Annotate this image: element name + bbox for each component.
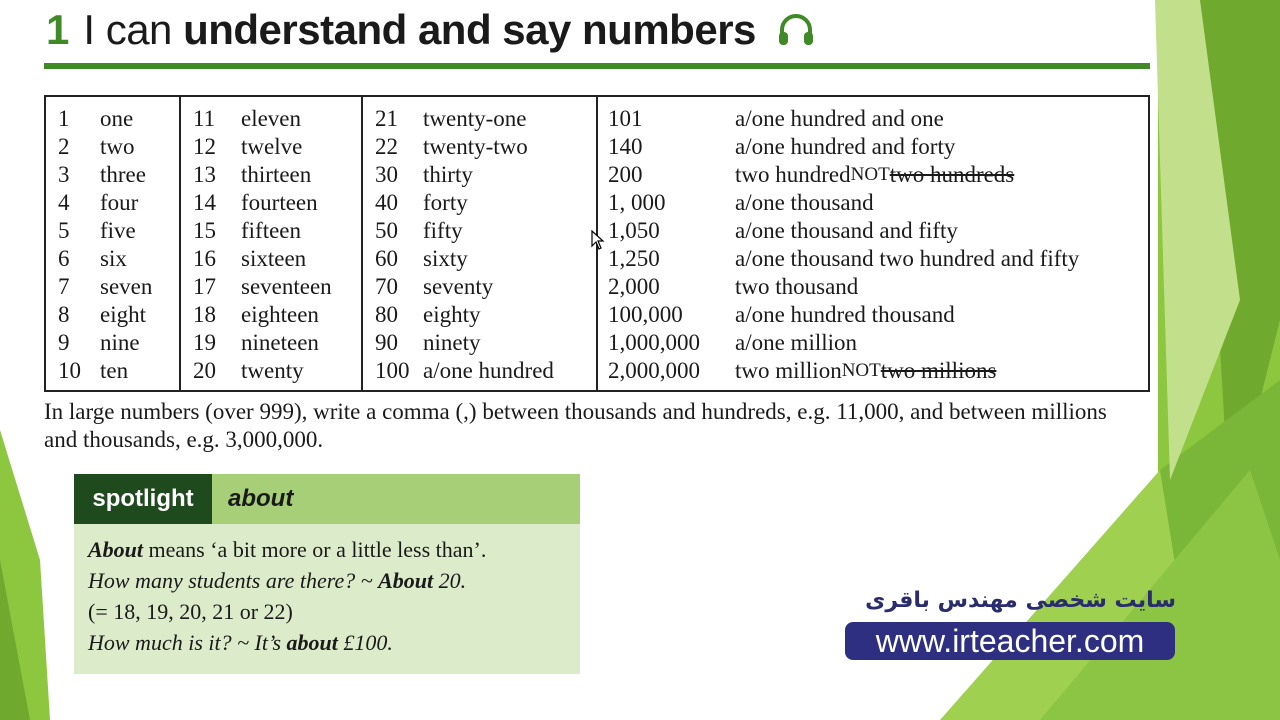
number-word: a/one hundred and forty	[735, 134, 956, 159]
numeral: 1, 000	[608, 190, 666, 215]
line4-rest: £100.	[337, 630, 393, 655]
numeral: 11	[193, 106, 216, 131]
line1-bold: About	[88, 537, 144, 562]
numeral: 140	[608, 134, 643, 159]
number-row	[598, 105, 1148, 133]
number-word: twenty-one	[423, 106, 527, 131]
numeral: 2,000,000	[608, 358, 700, 383]
spotlight-box	[74, 474, 580, 674]
number-word: four	[100, 190, 139, 215]
header-rule	[44, 63, 1150, 69]
number-word: a/one hundred thousand	[735, 302, 955, 327]
number-row	[363, 133, 596, 161]
site-owner-persian: سایت شخصی مهندس باقری	[865, 588, 1176, 613]
numeral: 101	[608, 106, 643, 131]
number-word: seven	[100, 274, 153, 299]
numeral: 9	[58, 330, 70, 355]
number-word: eight	[100, 302, 146, 327]
number-row	[181, 133, 361, 161]
numeral: 80	[375, 302, 398, 327]
number-row	[363, 161, 596, 189]
number-word: one	[100, 106, 134, 131]
numeral: 3	[58, 162, 70, 187]
numeral: 1,250	[608, 246, 660, 271]
numeral: 50	[375, 218, 398, 243]
number-word: fifty	[423, 218, 463, 243]
number-word: a/one hundred and one	[735, 106, 944, 131]
number-row	[46, 161, 179, 189]
number-row	[598, 217, 1148, 245]
number-word: three	[100, 162, 146, 187]
numeral: 8	[58, 302, 70, 327]
not-label: NOT	[850, 164, 890, 185]
number-word: thirteen	[241, 162, 312, 187]
number-word: a/one thousand two hundred and fifty	[735, 246, 1080, 271]
number-word: ten	[100, 358, 129, 383]
numeral: 20	[193, 358, 216, 383]
spotlight-body	[74, 524, 580, 658]
number-word: ninety	[423, 330, 481, 355]
numeral: 30	[375, 162, 398, 187]
numbers-column-4	[598, 97, 1148, 390]
numeral: 1,050	[608, 218, 660, 243]
numeral: 19	[193, 330, 216, 355]
number-word: forty	[423, 190, 468, 215]
number-row	[598, 133, 1148, 161]
number-word: twenty	[241, 358, 304, 383]
spotlight-line-1	[88, 534, 580, 565]
number-row	[363, 245, 596, 273]
number-row	[46, 273, 179, 301]
numeral: 70	[375, 274, 398, 299]
numeral: 4	[58, 190, 70, 215]
number-row	[363, 189, 596, 217]
spotlight-line-2	[88, 565, 580, 596]
number-word: seventeen	[241, 274, 332, 299]
number-word: two	[100, 134, 135, 159]
number-row	[181, 189, 361, 217]
number-row	[363, 105, 596, 133]
number-row	[363, 217, 596, 245]
spotlight-label: spotlight	[74, 474, 212, 524]
numeral: 12	[193, 134, 216, 159]
number-word: nineteen	[241, 330, 319, 355]
numeral: 200	[608, 162, 643, 187]
number-row	[46, 189, 179, 217]
number-word: thirty	[423, 162, 473, 187]
number-word: nine	[100, 330, 140, 355]
number-row	[363, 357, 596, 385]
title-lead: I can	[83, 6, 184, 53]
numeral: 90	[375, 330, 398, 355]
lesson-header	[46, 0, 816, 60]
number-row	[46, 105, 179, 133]
number-word: eleven	[241, 106, 302, 131]
number-row	[46, 301, 179, 329]
number-row	[181, 105, 361, 133]
not-label: NOT	[841, 360, 881, 381]
number-word: seventy	[423, 274, 494, 299]
spotlight-line-3: (= 18, 19, 20, 21 or 22)	[88, 599, 293, 624]
lesson-number: 1	[46, 6, 70, 53]
number-word: six	[100, 246, 127, 271]
incorrect-form: two hundreds	[889, 162, 1015, 187]
numbers-column-2	[181, 97, 363, 390]
line4-bold: about	[286, 630, 338, 655]
number-row	[181, 245, 361, 273]
numeral: 2,000	[608, 274, 660, 299]
number-word: two million	[735, 358, 842, 383]
line4-question: How much is it? ~ It’s	[88, 630, 287, 655]
number-row	[46, 245, 179, 273]
number-word: twenty-two	[423, 134, 528, 159]
number-row	[363, 329, 596, 357]
number-word: a/one thousand and fifty	[735, 218, 958, 243]
line2-bold: About	[378, 568, 434, 593]
number-row	[181, 273, 361, 301]
numeral: 21	[375, 106, 398, 131]
spotlight-header	[74, 474, 580, 524]
number-row	[181, 301, 361, 329]
numeral: 17	[193, 274, 216, 299]
number-row	[46, 329, 179, 357]
number-row	[181, 329, 361, 357]
number-word: eighteen	[241, 302, 319, 327]
number-row	[598, 245, 1148, 273]
numeral: 1,000,000	[608, 330, 700, 355]
number-row	[181, 357, 361, 385]
mouse-cursor-icon	[591, 230, 605, 250]
line2-rest: 20.	[433, 568, 467, 593]
number-row	[46, 357, 179, 385]
numeral: 10	[58, 358, 81, 383]
numeral: 5	[58, 218, 70, 243]
numeral: 22	[375, 134, 398, 159]
headphones-icon[interactable]	[776, 10, 816, 50]
numeral: 7	[58, 274, 70, 299]
number-word: two thousand	[735, 274, 859, 299]
numeral: 14	[193, 190, 216, 215]
number-word: eighty	[423, 302, 481, 327]
numeral: 16	[193, 246, 216, 271]
number-word: fourteen	[241, 190, 318, 215]
numeral: 60	[375, 246, 398, 271]
numeral: 2	[58, 134, 70, 159]
number-row	[363, 273, 596, 301]
number-row	[46, 217, 179, 245]
incorrect-form: two millions	[880, 358, 997, 383]
number-word: five	[100, 218, 136, 243]
number-word: a/one million	[735, 330, 858, 355]
number-row	[181, 161, 361, 189]
number-word: two hundred	[735, 162, 851, 187]
numeral: 13	[193, 162, 216, 187]
numeral: 18	[193, 302, 216, 327]
number-row	[363, 301, 596, 329]
numbers-column-3	[363, 97, 598, 390]
numeral: 100	[375, 358, 410, 383]
lesson-title	[83, 6, 756, 54]
number-row	[598, 357, 1148, 385]
comma-note: In large numbers (over 999), write a comma (,) between thousands and hundreds, e.g. 11,000, and between millions and thousands, e.g. 3,000,000.	[44, 399, 1107, 452]
numeral: 15	[193, 218, 216, 243]
number-word: sixty	[423, 246, 468, 271]
number-row	[598, 273, 1148, 301]
number-word: sixteen	[241, 246, 307, 271]
number-word: fifteen	[241, 218, 302, 243]
numeral: 1	[58, 106, 70, 131]
number-row	[598, 301, 1148, 329]
spotlight-line-4	[88, 627, 580, 658]
numeral: 40	[375, 190, 398, 215]
numeral: 100,000	[608, 302, 683, 327]
number-word: twelve	[241, 134, 303, 159]
number-word: a/one thousand	[735, 190, 874, 215]
number-row	[46, 133, 179, 161]
number-row	[598, 329, 1148, 357]
title-bold: understand and say numbers	[183, 6, 756, 53]
site-url-link[interactable]: www.irteacher.com	[845, 622, 1175, 660]
line2-question: How many students are there? ~	[88, 568, 379, 593]
number-row	[598, 189, 1148, 217]
line1-rest: means ‘a bit more or a little less than’.	[143, 537, 487, 562]
numeral: 6	[58, 246, 70, 271]
numbers-column-1	[46, 97, 181, 390]
spotlight-word: about	[228, 485, 294, 512]
number-row	[598, 161, 1148, 189]
number-word: a/one hundred	[423, 358, 554, 383]
number-row	[181, 217, 361, 245]
